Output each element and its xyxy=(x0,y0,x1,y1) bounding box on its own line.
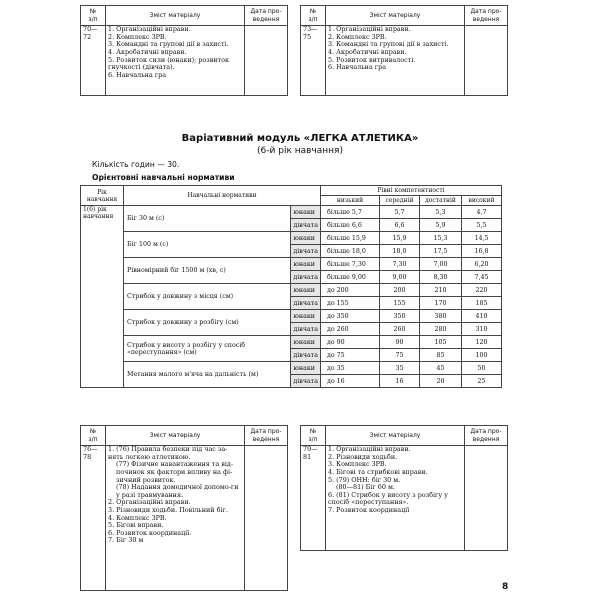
list-item: (77) Фізичне навантаження та від-починок як фактори впливу на фі-зичний розвиток. xyxy=(116,460,233,484)
col-header-num: № з/п xyxy=(301,6,326,26)
list-item: 3. Командні та групові дії в захисті. xyxy=(328,40,449,49)
list-item: 6. Навчальна гра xyxy=(328,63,387,72)
list-item: 2. Різновиди ходьби. xyxy=(328,452,398,461)
sex-label: дівчата xyxy=(291,375,321,388)
list-item: 3. Різновиди ходьби. Повільний біг. xyxy=(108,505,228,514)
list-item: 5. Розвиток витривалості. xyxy=(328,55,416,64)
table-row xyxy=(81,258,502,271)
value-high: 100 xyxy=(462,349,502,362)
sex-label: дівчата xyxy=(291,323,321,336)
sex-label: дівчата xyxy=(291,349,321,362)
value-high: 7,45 xyxy=(462,271,502,284)
col-header-num: № з/п xyxy=(81,426,106,446)
exercise-name: Стрибок у висоту з розбігу у спосіб «переступання» (см) xyxy=(124,336,291,362)
lesson-table-76-78 xyxy=(80,425,288,591)
value-high: 25 xyxy=(462,375,502,388)
value-suf: 170 xyxy=(420,297,462,310)
norms-body xyxy=(81,206,502,388)
col-header-num: № з/п xyxy=(81,6,106,26)
value-mid: 15,9 xyxy=(380,232,420,245)
value-mid: 200 xyxy=(380,284,420,297)
value-suf: 105 xyxy=(420,336,462,349)
col-header-date: Дата про- ведення xyxy=(465,6,508,26)
value-mid: 90 xyxy=(380,336,420,349)
norms-table xyxy=(80,185,502,388)
lesson-date xyxy=(245,26,288,96)
sex-label: юнаки xyxy=(291,310,321,323)
col-header-date: Дата про- ведення xyxy=(245,426,288,446)
value-high: 16,8 xyxy=(462,245,502,258)
col-header-content: Зміст матеріалу xyxy=(326,6,465,26)
col-header-num: № з/п xyxy=(301,426,326,446)
value-low: більше 7,30 xyxy=(321,258,380,271)
value-low: більше 5,7 xyxy=(321,206,380,219)
sex-label: юнаки xyxy=(291,258,321,271)
value-low: до 260 xyxy=(321,323,380,336)
list-item: 5. (79) ОНН: біг 30 м. xyxy=(328,475,401,484)
lesson-content xyxy=(326,446,465,551)
lesson-number: 79— 81 xyxy=(301,446,326,551)
table-row xyxy=(81,362,502,375)
list-item: 2. Організаційні вправи. xyxy=(108,498,191,507)
lesson-date xyxy=(465,446,508,551)
list-item: 5. Бігові вправи. xyxy=(108,521,164,530)
value-high: 5,5 xyxy=(462,219,502,232)
table-row xyxy=(81,284,502,297)
exercise-name: Метання малого м'яча на дальність (м) xyxy=(124,362,291,388)
sex-label: юнаки xyxy=(291,232,321,245)
list-item: 2. Комплекс ЗРВ. xyxy=(108,32,167,41)
list-item: 6. (81) Стрибок у висоту з розбігу у спосіб «переступання». xyxy=(328,490,448,507)
value-low: більше 15,9 xyxy=(321,232,380,245)
sex-label: юнаки xyxy=(291,362,321,375)
list-item: 3. Командні та групові дії в захисті. xyxy=(108,40,229,49)
value-low: до 35 xyxy=(321,362,380,375)
lesson-number: 70— 72 xyxy=(81,26,106,96)
value-suf: 8,30 xyxy=(420,271,462,284)
value-suf: 5,3 xyxy=(420,206,462,219)
level-high: високий xyxy=(462,196,502,206)
level-suf: достатній xyxy=(420,196,462,206)
list-item: 7. Біг 30 м xyxy=(108,536,144,545)
value-high: 14,5 xyxy=(462,232,502,245)
lesson-content xyxy=(106,26,245,96)
col-header-date: Дата про- ведення xyxy=(245,6,288,26)
value-high: 120 xyxy=(462,336,502,349)
col-header-content: Зміст матеріалу xyxy=(106,6,245,26)
value-suf: 7,00 xyxy=(420,258,462,271)
norms-header-norms: Навчальні нормативи xyxy=(124,186,321,206)
value-high: 185 xyxy=(462,297,502,310)
value-mid: 260 xyxy=(380,323,420,336)
value-mid: 5,7 xyxy=(380,206,420,219)
value-low: до 90 xyxy=(321,336,380,349)
value-suf: 85 xyxy=(420,349,462,362)
sex-label: дівчата xyxy=(291,219,321,232)
table-row xyxy=(81,336,502,349)
lesson-table-73-75 xyxy=(300,5,508,96)
lesson-content xyxy=(326,26,465,96)
list-item: 1. Організаційні вправи. xyxy=(328,445,411,454)
value-high: 310 xyxy=(462,323,502,336)
norms-header-levels: Рівні компетентності xyxy=(321,186,502,196)
lesson-number: 73— 75 xyxy=(301,26,326,96)
lesson-table-70-72 xyxy=(80,5,288,96)
value-high: 410 xyxy=(462,310,502,323)
value-low: до 200 xyxy=(321,284,380,297)
exercise-name: Біг 100 м (с) xyxy=(124,232,291,258)
value-suf: 20 xyxy=(420,375,462,388)
exercise-name: Стрибок у довжину з розбігу (см) xyxy=(124,310,291,336)
value-low: до 75 xyxy=(321,349,380,362)
value-high: 220 xyxy=(462,284,502,297)
value-high: 6,20 xyxy=(462,258,502,271)
list-item: 4. Акробатичні вправи. xyxy=(328,47,407,56)
list-item: 7. Розвиток координації xyxy=(328,505,410,514)
value-low: до 155 xyxy=(321,297,380,310)
sex-label: дівчата xyxy=(291,245,321,258)
norms-heading-text: Орієнтовні навчальні нормативи xyxy=(92,173,235,182)
value-suf: 5,9 xyxy=(420,219,462,232)
col-header-date: Дата про- ведення xyxy=(465,426,508,446)
list-item: 4. Комплекс ЗРВ. xyxy=(108,513,167,522)
list-item: 3. Комплекс ЗРВ. xyxy=(328,460,387,469)
level-mid: середній xyxy=(380,196,420,206)
list-item: 5. Розвиток сили (юнаки); розвиток гнучкості (дівчата). xyxy=(108,55,229,72)
value-suf: 45 xyxy=(420,362,462,375)
sex-label: дівчата xyxy=(291,297,321,310)
exercise-name: Біг 30 м (с) xyxy=(124,206,291,232)
page-number: 8 xyxy=(502,582,509,592)
table-row xyxy=(81,232,502,245)
lesson-date xyxy=(245,446,288,591)
col-header-content: Зміст матеріалу xyxy=(326,426,465,446)
list-item: 4. Бігові та стрибкові вправи. xyxy=(328,467,428,476)
module-subtitle: (6-й рік навчання) xyxy=(257,146,343,156)
lesson-table-79-81 xyxy=(300,425,508,551)
list-item: (80—81) Біг 60 м. xyxy=(336,483,395,492)
list-item: 6. Розвиток координації. xyxy=(108,528,192,537)
value-mid: 9,00 xyxy=(380,271,420,284)
module-title: Варіативний модуль «ЛЕГКА АТЛЕТИКА» xyxy=(181,133,419,144)
value-mid: 75 xyxy=(380,349,420,362)
col-header-content: Зміст матеріалу xyxy=(106,426,245,446)
value-suf: 380 xyxy=(420,310,462,323)
value-low: до 350 xyxy=(321,310,380,323)
value-suf: 15,3 xyxy=(420,232,462,245)
norms-heading xyxy=(92,173,235,182)
list-item: 2. Комплекс ЗРВ. xyxy=(328,32,387,41)
exercise-name: Стрибок у довжину з місця (см) xyxy=(124,284,291,310)
hours-count: Кількість годин — 30. xyxy=(92,160,180,169)
list-item: 1. Організаційні вправи. xyxy=(108,25,191,34)
list-item: 4. Акробатичні вправи. xyxy=(108,47,187,56)
lesson-content xyxy=(106,446,245,591)
value-high: 4,7 xyxy=(462,206,502,219)
value-low: більше 6,6 xyxy=(321,219,380,232)
list-item: (78) Надання домедичної допомо-ги у разі травмування. xyxy=(116,483,239,499)
value-mid: 6,6 xyxy=(380,219,420,232)
value-mid: 7,30 xyxy=(380,258,420,271)
sex-label: юнаки xyxy=(291,206,321,219)
lesson-number: 76— 78 xyxy=(81,446,106,591)
level-low: низький xyxy=(321,196,380,206)
value-low: більше 9,00 xyxy=(321,271,380,284)
value-high: 50 xyxy=(462,362,502,375)
list-item: 1. (76) Правила безпеки під час за-нять легкою атлетикою. xyxy=(108,445,228,461)
value-low: більше 18,0 xyxy=(321,245,380,258)
value-mid: 35 xyxy=(380,362,420,375)
exercise-name: Рівномірний біг 1500 м (хв, с) xyxy=(124,258,291,284)
norms-header-year: Рік навчання xyxy=(81,186,124,206)
sex-label: дівчата xyxy=(291,271,321,284)
sex-label: юнаки xyxy=(291,336,321,349)
lesson-date xyxy=(465,26,508,96)
value-mid: 155 xyxy=(380,297,420,310)
list-item: 1. Організаційні вправи. xyxy=(328,25,411,34)
list-item: 6. Навчальна гра xyxy=(108,70,167,79)
sex-label: юнаки xyxy=(291,284,321,297)
value-low: до 16 xyxy=(321,375,380,388)
value-suf: 280 xyxy=(420,323,462,336)
norms-year: 1(6) рік навчання xyxy=(81,206,124,388)
table-row xyxy=(81,310,502,323)
value-mid: 16 xyxy=(380,375,420,388)
value-suf: 17,5 xyxy=(420,245,462,258)
table-row xyxy=(81,206,502,219)
value-suf: 210 xyxy=(420,284,462,297)
value-mid: 18,0 xyxy=(380,245,420,258)
value-mid: 350 xyxy=(380,310,420,323)
